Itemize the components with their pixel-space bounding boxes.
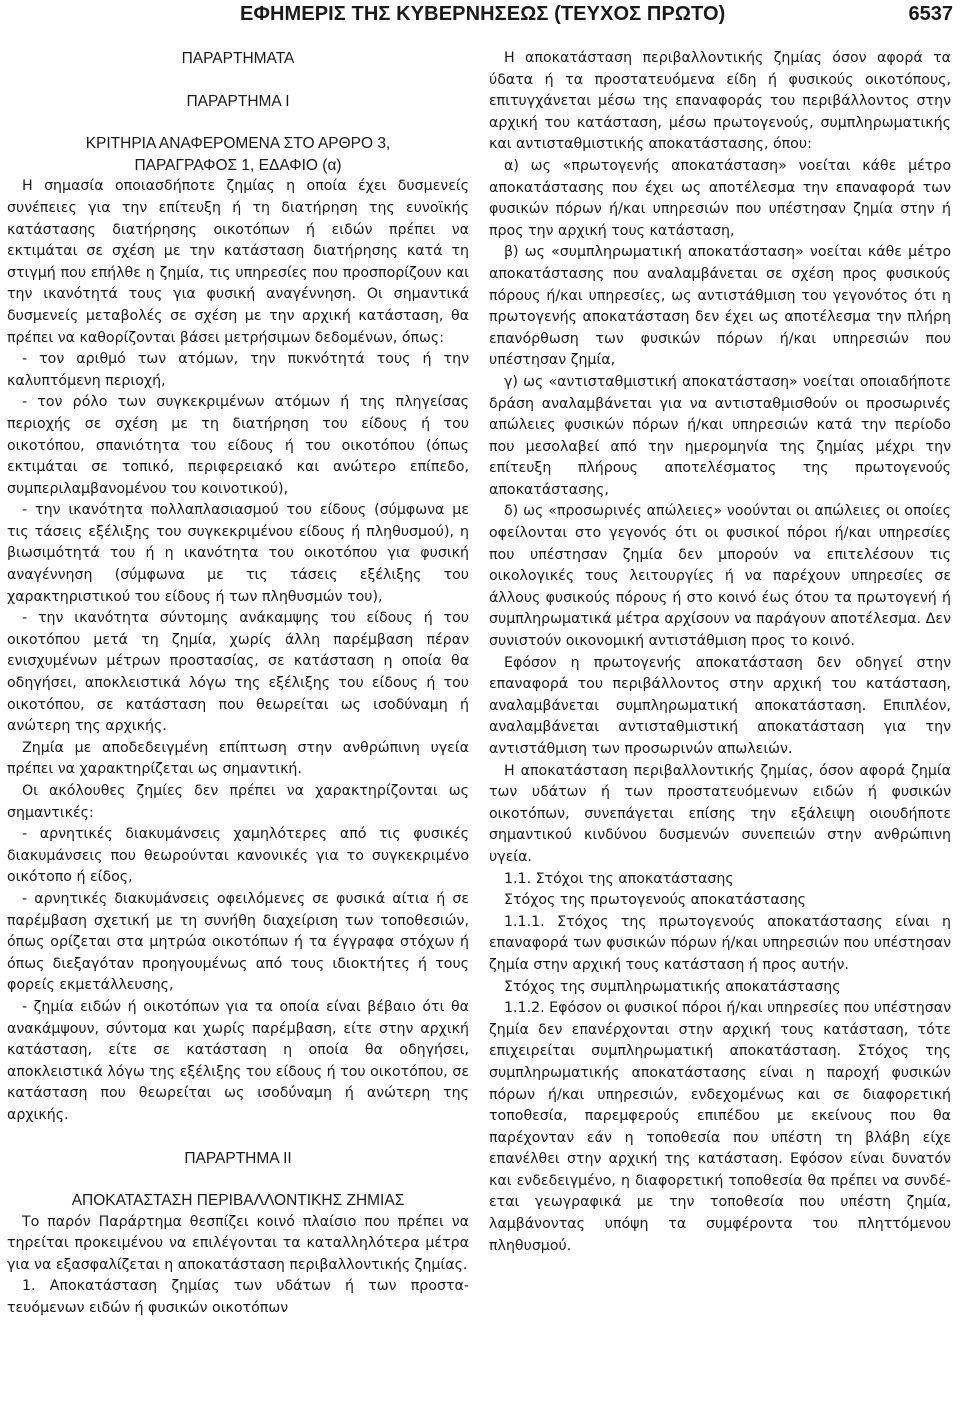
annex-2-subtitle: ΑΠΟΚΑΤΑΣΤΑΣΗ ΠΕΡΙΒΑΛΛΟΝΤΙΚΗΣ ΖΗΜΙΑΣ (71, 1192, 405, 1210)
list-item: - αρνητικές διακυμάνσεις οφειλόμενες σε φυσικά αίτια ή σε παρέμβαση σχετική με τη συνήθη διαχείριση των τοποθεσιών, όπως ορίζεται στα μητρώα οικοτόπων ή τα έγγραφα στόχων ή όπως διεξαγόταν προηγουμένως από τους ιδιοκτήτες ή τους φορείς εκμετάλλευσης, (7, 890, 469, 994)
paragraph: Το παρόν Παράρτημα θεσπίζει κοινό πλαίσιο που πρέπει να τηρείται προκειμένου να επιλέγονται τα καταλληλότερα μέτρα για να εξασφαλίζεται η αποκατάσταση περιβαλλοντικής ζημίας. (7, 1213, 469, 1273)
paragraph: 1.1.1. Στόχος της πρωτογενούς αποκατάστασης είναι η επαναφορά των φυσικών πόρων ή/και υπηρεσιών που υπέστησαν ζημία στην αρχική τους κατάσταση ή προς αυτήν. (489, 913, 951, 973)
right-column (489, 48, 951, 1257)
paragraph: Η σημασία οποιασδήποτε ζημίας η οποία έχει δυσμενείς συνέπειες για την επίτευξη ή τη διατήρηση της ευνοϊκής κατάστασης διατήρησης οικοτόπων ή ειδών πρέπει να εκτιμάται σε σχέση με την κατάσταση διατήρησης κατά τη στιγμή που επήλθε η ζημία, τις υπηρεσίες που προσπορίζουν και την ικανότητά τους για φυσική αναγέννηση. Οι σημαντικά δυσμενείς μεταβολές σε σχέση με την αρχική κατάσταση, θα πρέπει να καθορίζονται βάσει μετρήσιμων δεδομένων, όπως: (7, 178, 469, 346)
definition-item: δ) ως «προσωρινές απώλειες» νοούνται οι απώλειες οι οποίες οφείλονται στο γεγονός ότι οι φυσικοί πόροι ή/και υπηρεσίες που υπέστησαν ζημία δεν μπορούν να επιτελέσουν τις οικολογικές τους λειτουργίες ή να παρέχουν υπηρεσίες σε άλλους φυσικούς πόρους ή στο κοινό έως ότου τα πρωτογενή ή συμπληρωματικά μέτρα αρχίσουν να παράγουν αποτέλεσμα. Δεν συνιστούν οικονομική αντιστάθμιση προς το κοινό. (489, 503, 951, 650)
paragraph: Η αποκατάσταση περιβαλλοντικής ζημίας όσον αφορά τα ύδατα ή τα προστατευόμενα είδη ή φυσικούς οικοτόπους, επιτυγχάνεται μέσω της επαναφοράς του περιβάλλοντος στην αρχική του κατάσταση, μέσω πρωτογενούς, συμπληρωματικής και αντισταθμιστικής αποκατάστασης, όπου: (489, 50, 951, 153)
spacer (7, 70, 469, 91)
annexes-title: ΠΑΡΑΡΤΗΜΑΤΑ (181, 50, 295, 67)
list-item: - αρνητικές διακυμάνσεις χαμηλότερες από τις φυσικές διακυμάνσεις που θεωρούνται κανονικές για το συγκεκριμένο οικότοπο ή είδος, (7, 826, 469, 886)
annex-1-subtitle-line-2: ΠΑΡΑΓΡΑΦΟΣ 1, ΕΔΑΦΙΟ (α) (134, 156, 342, 174)
spacer (7, 112, 469, 133)
annex-1-title: ΠΑΡΑΡΤΗΜΑ Ι (186, 92, 290, 110)
spacer (7, 1127, 469, 1148)
annex-1-subtitle-line-1: ΚΡΙΤΗΡΙΑ ΑΝΑΦΕΡΟΜΕΝΑ ΣΤΟ ΑΡΘΡΟ 3, (85, 135, 391, 153)
section-heading: 1.1. Στόχοι της αποκατάστασης (504, 870, 734, 887)
paragraph: Η αποκατάσταση περιβαλλοντικής ζημίας, όσον αφορά ζημία των υδάτων ή των προστατευόμενων ειδών ή φυσικών οικοτόπων, συνεπάγεται επίσης την εξάλειψη οιουδήποτε σημαντικού κινδύνου δυσμενών συνεπειών στην ανθρώπινη υγεία. (489, 762, 951, 865)
definition-item: α) ως «πρωτογενής αποκατάσταση» νοείται κάθε μέτρο αποκατάστασης που έχει ως αποτέλεσμα την επαναφορά των φυσικών πόρων ή/και υπηρεσιών που υπέστησαν ζημία στην ή προς την αρχική τους κατάσταση, (489, 157, 951, 239)
spacer (7, 1169, 469, 1190)
paragraph: Ζημία με αποδεδειγμένη επίπτωση στην ανθρώπινη υγεία πρέπει να χαρακτηρίζεται ως σημαντική. (7, 739, 469, 778)
definition-item: β) ως «συμπληρωματική αποκατάσταση» νοείται κάθε μέτρο αποκατάστασης που αναλαμβάνεται σε σχέση προς φυσικούς πόρους ή/και υπηρεσίες, ως αντιστάθμιση του γεγονότος ότι η πρωτογενής αποκατάσταση δεν έχει ως αποτέλεσμα την πλήρη επανόρθωση των φυσικών πόρων ή/και υπηρεσιών που υπέστησαν ζημία, (489, 244, 951, 369)
list-item: - τον ρόλο των συγκεκριμένων ατόμων ή της πληγείσας περιοχής σε σχέση με τη διατήρηση του είδους ή του οικοτόπου, σπανιότητα του είδους ή του οικοτόπου (όπως εκτιμάται σε τοπικό, περιφερειακό και ανώτερο επίπεδο, συμπεριλαμβανομένου του κοινοτικού), (7, 394, 469, 497)
subsection-heading: Στόχος της συμπληρωματικής αποκατάστασης (504, 978, 841, 995)
left-column (7, 48, 469, 1320)
paragraph: Οι ακόλουθες ζημίες δεν πρέπει να χαρακτηρίζονται ως σημαντικές: (7, 783, 469, 821)
list-item: - την ικανότητα σύντομης ανάκαμψης του είδους ή του οικοτόπου μετά τη ζημία, χωρίς άλλη παρέμβαση πέραν ενισχυμένων μέτρων προστασίας, σε κατάσταση η οποία θα οδηγήσει, αποκλειστικά λόγω της εξέλιξης του είδους ή του οικοτόπου, σε κατάσταση που θεωρείται ως ισοδύναμη ή ανώτερη της αρχικής. (7, 610, 469, 735)
paragraph: 1. Αποκατάσταση ζημίας των υδάτων ή των προστατευόμενων ειδών ή φυσικών οικοτόπων (7, 1278, 469, 1317)
list-item: - τον αριθμό των ατόμων, την πυκνότητά τους ή την καλυπτόμενη περιοχή, (7, 351, 469, 389)
subsection-heading: Στόχος της πρωτογενούς αποκατάστασης (504, 892, 807, 909)
definition-item: γ) ως «αντισταθμιστική αποκατάσταση» νοείται οποιαδήποτε δράση αναλαμβάνεται για να αντισταθμισθούν οι προσωρινές απώλειες φυσικών πόρων ή/και υπηρεσιών κατά την περίοδο που μεσολαβεί από την ημερομηνία της ζημίας μέχρι την επίτευξη πλήρους αποτελέσματος της πρωτογενούς αποκατάστασης, (489, 373, 951, 498)
paragraph: 1.1.2. Εφόσον οι φυσικοί πόροι ή/και υπηρεσίες που υπέστησαν ζημία δεν επανέρχονται στην αρχική τους κατάσταση, τότε επιχειρείται συμπληρωματική αποκατάσταση. Στόχος της συμπληρωματικής αποκατάστασης είναι η παροχή φυσικών πόρων ή/και υπηρεσιών, ενδεχομένως και σε διαφορετική τοποθεσία, παρεμφερούς επιπέδου με εκείνους που θα παρέχονταν εάν η τοποθεσία που υπέστη τη βλάβη είχε επανέλθει στην αρχική της κατάσταση. Εφόσον είναι δυνατόν και ενδεδειγμένο, η διαφορετική τοποθεσία θα πρέπει να συνδέεται γεωγραφικά με την τοποθεσία που υπέστη ζημία, λαμβάνοντας υπόψη τα συμφέροντα του πληττόμενου πληθυσμού. (489, 1000, 951, 1254)
gazette-title: ΕΦΗΜΕΡΙΣ ΤΗΣ ΚΥΒΕΡΝΗΣΕΩΣ (ΤΕΥΧΟΣ ΠΡΩΤΟ) (240, 3, 726, 25)
list-item: - την ικανότητα πολλαπλασιασμού του είδους (σύμφωνα με τις τάσεις εξέλιξης του συγκεκριμένου είδους ή πληθυσμού), η βιωσιμότητά του ή η ικανότητα του οικοτόπου για φυσική αναγέννηση (σύμφωνα με τις τάσεις εξέλιξης του χαρακτηριστικού του είδους ή των πληθυσμών του), (7, 502, 469, 605)
page-header (0, 0, 960, 30)
annex-2-title: ΠΑΡΑΡΤΗΜΑ ΙΙ (184, 1149, 292, 1167)
page-number: 6537 (908, 3, 953, 25)
paragraph: Εφόσον η πρωτογενής αποκατάσταση δεν οδηγεί στην επαναφορά του περιβάλλοντος στην αρχική του κατάσταση, αναλαμβάνεται συμπληρωματική αποκατάσταση. Επιπλέον, αναλαμβάνεται αντισταθμιστική αποκατάσταση για την αντιστάθμιση των προσωρινών απωλειών. (489, 654, 951, 757)
list-item: - ζημία ειδών ή οικοτόπων για τα οποία είναι βέβαιο ότι θα ανακάμψουν, σύντομα και χωρίς παρέμβαση, είτε στην αρχική κατάσταση, είτε σε κατάσταση η οποία θα οδηγήσει, αποκλειστικά λόγω της εξέλιξης του είδους ή του οικοτόπου, σε κατάσταση που θεωρείται ως ισοδύναμη ή ανώτερη της αρχικής. (7, 998, 469, 1123)
